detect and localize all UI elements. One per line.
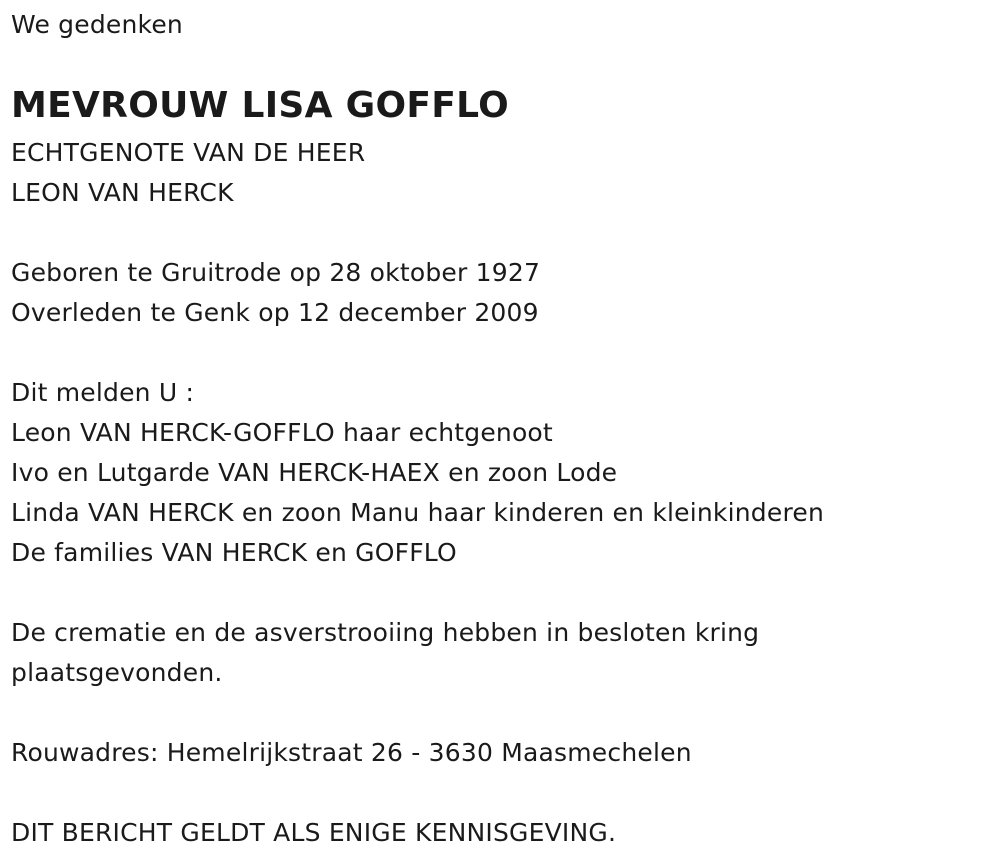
announcer-line: Ivo en Lutgarde VAN HERCK-HAEX en zoon Lode (11, 458, 618, 487)
announcers-heading: Dit melden U : (11, 378, 195, 407)
announcer-line: De families VAN HERCK en GOFFLO (11, 538, 457, 567)
relation-line-1: ECHTGENOTE VAN DE HEER (11, 138, 366, 167)
announcer-line: Leon VAN HERCK-GOFFLO haar echtgenoot (11, 418, 553, 447)
deceased-name: MEVROUW LISA GOFFLO (11, 85, 510, 126)
notice-text: DIT BERICHT GELDT ALS ENIGE KENNISGEVING. (11, 818, 617, 847)
ceremony-line-2: plaatsgevonden. (11, 658, 223, 687)
ceremony-line-1: De crematie en de asverstrooiing hebben in besloten kring (11, 618, 760, 647)
relation-line-2: LEON VAN HERCK (11, 178, 234, 207)
intro-text: We gedenken (11, 10, 183, 39)
announcer-line: Linda VAN HERCK en zoon Manu haar kinderen en kleinkinderen (11, 498, 824, 527)
birth-date: Geboren te Gruitrode op 28 oktober 1927 (11, 258, 541, 287)
death-date: Overleden te Genk op 12 december 2009 (11, 298, 539, 327)
mourning-address: Rouwadres: Hemelrijkstraat 26 - 3630 Maasmechelen (11, 738, 692, 767)
